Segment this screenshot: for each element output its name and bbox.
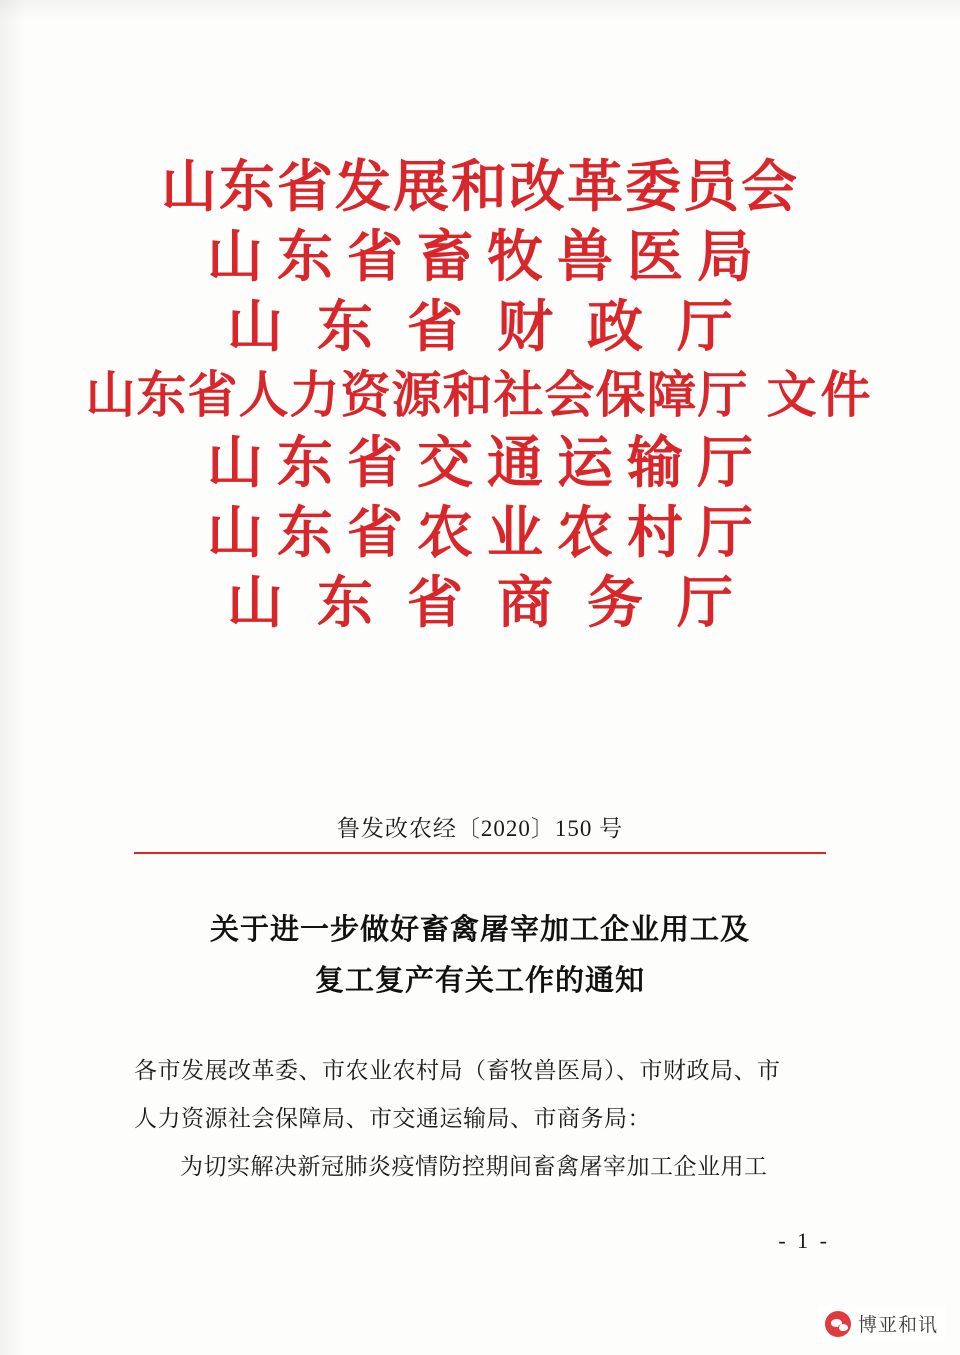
- masthead-line-6: 山东省农业农村厅: [207, 503, 767, 565]
- body-line-2: 人力资源社会保障局、市交通运输局、市商务局：: [134, 1106, 651, 1131]
- masthead-line-7: 山东省商务厅: [227, 573, 767, 635]
- masthead: [0, 157, 960, 635]
- red-divider-rule: [134, 852, 826, 854]
- masthead-line-5: 山东省交通运输厅: [207, 433, 767, 495]
- document-title: [140, 905, 820, 1007]
- masthead-document-word: 文件: [766, 367, 875, 423]
- body-line-3: 为切实解决新冠肺炎疫情防控期间畜禽屠宰加工企业用工: [180, 1154, 768, 1179]
- watermark-badge: [817, 1306, 946, 1341]
- masthead-line-4-agency: 山东省人力资源和社会保障厅: [85, 367, 749, 423]
- masthead-line-2: 山东省畜牧兽医局: [207, 227, 767, 289]
- masthead-line-1: 山东省发展和改革委员会: [161, 157, 799, 219]
- masthead-line-4: [0, 367, 960, 423]
- scan-edge-top: [0, 0, 960, 20]
- document-title-line-1: 关于进一步做好畜禽屠宰加工企业用工及: [209, 914, 750, 946]
- wechat-logo-icon: [825, 1311, 851, 1337]
- body-line-1: 各市发展改革委、市农业农村局（畜牧兽医局）、市财政局、市: [134, 1058, 781, 1083]
- page-number: - 1 -: [778, 1228, 830, 1253]
- document-title-line-2: 复工复产有关工作的通知: [314, 964, 645, 997]
- watermark-label: 博亚和讯: [857, 1315, 938, 1336]
- document-number: 鲁发改农经〔2020〕150 号: [336, 816, 624, 841]
- document-body: [134, 1048, 834, 1192]
- masthead-line-3: 山东省财政厅: [227, 297, 767, 359]
